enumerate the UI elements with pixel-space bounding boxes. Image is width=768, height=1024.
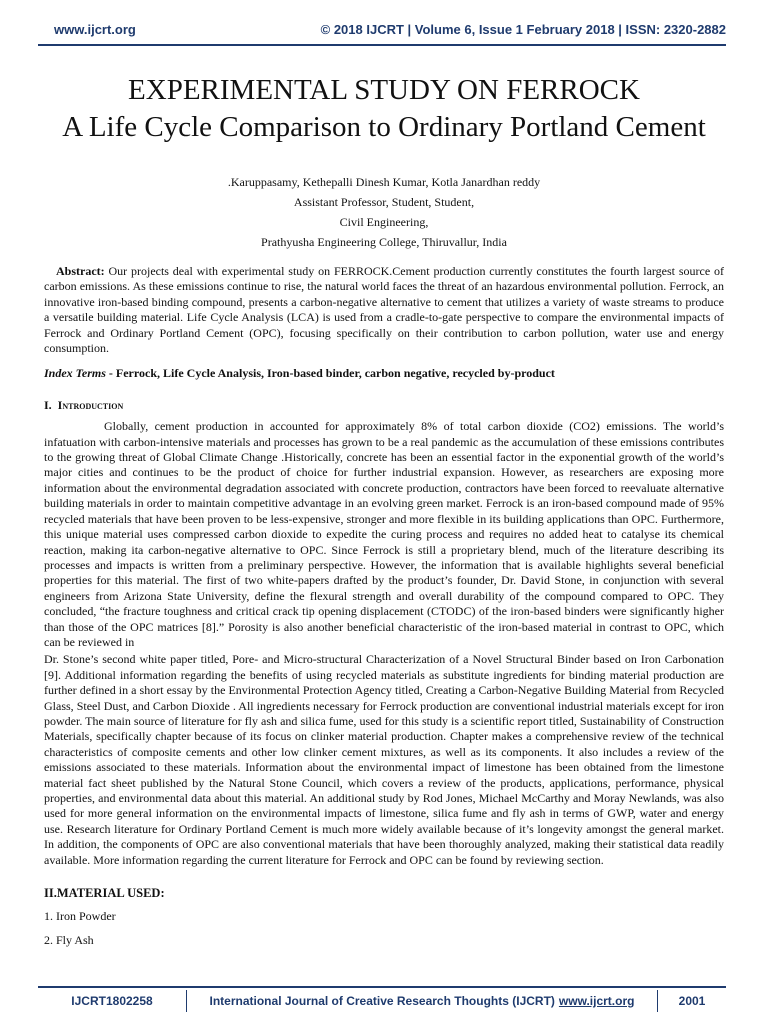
author-names: .Karuppasamy, Kethepalli Dinesh Kumar, Kotla Janardhan reddy — [227, 175, 541, 189]
title-line-1: EXPERIMENTAL STUDY ON FERROCK — [128, 74, 640, 106]
section-title: Introduction — [57, 397, 124, 412]
author-department: Civil Engineering, — [339, 215, 429, 229]
journal-name: International Journal of Creative Research Thoughts (IJCRT) — [209, 994, 555, 1008]
section-heading-introduction — [44, 398, 724, 413]
abstract-paragraph — [44, 264, 724, 356]
introduction-paragraph-2: Dr. Stone’s second white paper titled, Pore- and Micro-structural Characterization of a Novel Structural Binder based on Iron Carbonation [9]. Additional information regarding the benefits of using recycled materials as substitute ingredients for binding material production are further defined in a short essay by the Environmental Protection Agency titled, Creating a Carbon-Negative Building Material from Recycled Glass, Steel Dust, and Carbon Dioxide . All ingredients necessary for Ferrock production are conventional industrial materials except for iron powder. The main source of literature for fly ash and silica fume, used for this study is a scientific report titled, Sustainability of Construction Materials, specifically chapter because of its focus on clinker material production. Chapter makes a comprehensive review of the technical characteristics of composite cements and other low clinker cement mixtures, as well as its components. It also includes a review of the emissions associated to these materials. Information about the environmental impact of limestone has been obtained from the limestone material fact sheet published by the Natural Stone Council, which covers a review of the products, applications, performance, physical properties, and environmental data about this material. An additional study by Rod Jones, Michael McCarthy and Moray Newlands, was also used for more general information on the environmental impacts of limestone, silica fume and fly ash in terms of GWP, water and energy use. Research literature for Ordinary Portland Cement is much more widely available because of it’s longevity amongst the general market. In addition, the components of OPC are also conventional materials that have been thoroughly analyzed, making their statistical data readily available. More information regarding the current literature for Ferrock and OPC can be found by reviewing section. — [44, 652, 724, 867]
abstract-text: Our projects deal with experimental study on FERROCK.Cement production currently constitutes the fourth largest source of carbon emissions. As these emissions continue to rise, the natural world faces the threat of an hazardous environmental pollution. Ferrock, an innovative iron-based binding compound, presents a carbon-negative alternative to cement that utilizes a variety of waste streams to produce a versatile building material. Life Cycle Analysis (LCA) is used from a cradle-to-gate perspective to compare the environmental impacts of Ferrock and Ordinary Portland Cement (OPC), focusing specifically on their contribution to carbon pollution, water use and energy consumption. — [44, 264, 724, 356]
material-list-item: 2. Fly Ash — [44, 932, 94, 947]
paper-id: IJCRT1802258 — [38, 990, 187, 1012]
author-roles: Assistant Professor, Student, Student, — [293, 195, 475, 209]
journal-name-cell — [187, 990, 658, 1012]
footer-divider — [38, 986, 726, 988]
journal-site-link[interactable]: www.ijcrt.org — [54, 22, 136, 37]
index-terms-text: - Ferrock, Life Cycle Analysis, Iron-based binder, carbon negative, recycled by-product — [105, 366, 555, 381]
title-line-2: A Life Cycle Comparison to Ordinary Portland Cement — [62, 111, 706, 143]
paper-body — [44, 264, 724, 948]
page-number: 2001 — [678, 994, 706, 1008]
paper-title — [0, 72, 768, 146]
header-divider — [38, 44, 726, 46]
section-number: I. — [44, 397, 52, 412]
index-terms — [44, 366, 724, 381]
author-institution: Prathyusha Engineering College, Thiruvallur, India — [261, 235, 507, 249]
index-terms-label: Index Terms — [44, 366, 106, 381]
material-list-item: 1. Iron Powder — [44, 909, 116, 924]
section-heading-materials: II.MATERIAL USED: — [44, 886, 165, 901]
author-block — [0, 172, 768, 252]
abstract-label: Abstract: — [56, 264, 105, 278]
footer-journal-link[interactable]: www.ijcrt.org — [558, 994, 635, 1008]
introduction-paragraph-1: Globally, cement production in accounted for approximately 8% of total carbon dioxide (CO2) emissions. The world’s infatuation with carbon-intensive materials and processes has grown to be a real pandemic as the accumulation of these emissions contributes to the growing threat of Global Climate Change .Historically, concrete has been an essential factor in the exponential growth of the world’s major cities and continues to be the product of choice for further industrial expansion. However, as researchers are exposing more information about the environmental degradation associated with concrete production, contractors have been forced to reevaluate alternative building materials in order to maintain competitive advantage in an evolving green market. Ferrock is an iron-based compound made of 95% recycled materials that have been proven to be less-expensive, stronger and more flexible in its building applications than OPC. Furthermore, this unique material uses compressed carbon dioxide to expedite the curing process and requires no added heat to catalyse its chemical reaction, making ita carbon-negative alternative to OPC. Since Ferrock is still a proprietary blend, much of the literature describing its processes and impacts is written from a preliminary perspective. However, the information that is available highlights several beneficial properties for this material. The first of two white-papers drafted by the product’s founder, Dr. David Stone, in conjunction with several engineers from Arizona State University, define the flexural strength and overall durability of the compound compared to OPC. They concluded, “the fracture toughness and critical crack tip opening displacement (CTODC) of the iron-based binders were significantly higher than those of the OPC matrices [8].” Porosity is also another beneficial characteristic of the iron-based material in contrast to OPC, which can be reviewed in — [44, 419, 724, 649]
citation-info: © 2018 IJCRT | Volume 6, Issue 1 February 2018 | ISSN: 2320-2882 — [320, 22, 726, 37]
running-footer — [38, 990, 726, 1012]
